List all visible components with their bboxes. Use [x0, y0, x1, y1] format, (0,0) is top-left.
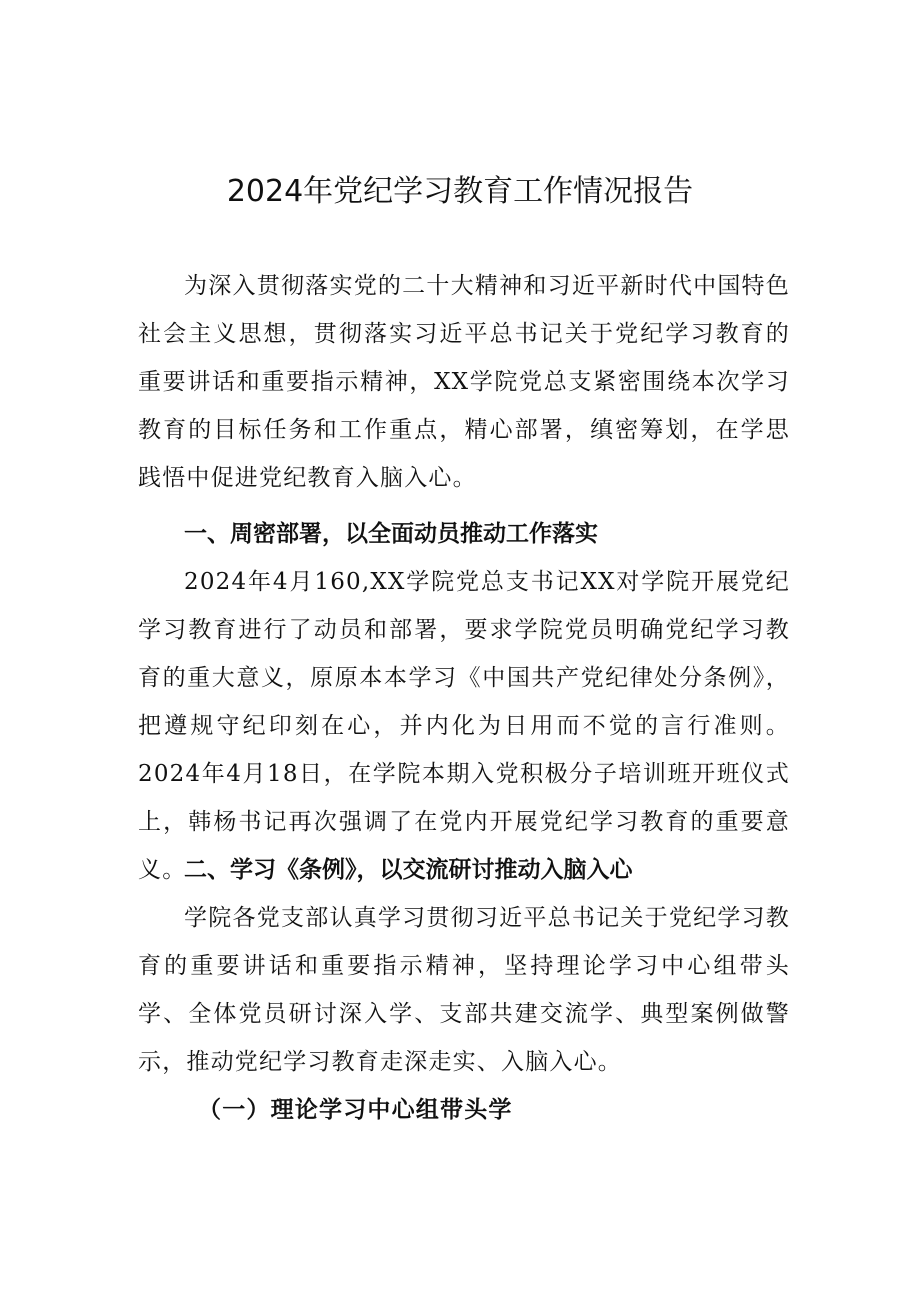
subsection-heading-1: （一）理论学习中心组带头学 — [198, 1096, 513, 1123]
intro-paragraph: 为深入贯彻落实党的二十大精神和习近平新时代中国特色社会主义思想，贯彻落实习近平总书记关于党纪学习教育的重要讲话和重要指示精神，XX学院党总支紧密围绕本次学习教育的目标任务和工作重点，精心部署，缜密筹划，在学思践悟中促进党纪教育入脑入心。 — [138, 273, 790, 491]
section-1-paragraph: 2024年4月160,XX学院党总支书记XX对学院开展党纪学习教育进行了动员和部署，要求学院党员明确党纪学习教育的重大意义，原原本本学习《中国共产党纪律处分条例》，把遵规守纪印刻在心，并内化为日用而不觉的言行准则。2024年4月18日，在学院本期入党积极分子培训班开班仪式上，韩杨书记再次强调了在党内开展党纪学习教育的重要意义。 — [138, 569, 790, 883]
document-title: 2024年党纪学习教育工作情况报告 — [226, 174, 694, 209]
section-heading-2: 二、学习《条例》，以交流研讨推动入脑入心 — [184, 857, 633, 883]
section-heading-1: 一、周密部署，以全面动员推动工作落实 — [184, 521, 598, 547]
section-2-paragraph: 学院各党支部认真学习贯彻习近平总书记关于党纪学习教育的重要讲话和重要指示精神，坚持理论学习中心组带头学、全体党员研讨深入学、支部共建交流学、典型案例做警示，推动党纪学习教育走深走实、入脑入心。 — [138, 905, 790, 1075]
